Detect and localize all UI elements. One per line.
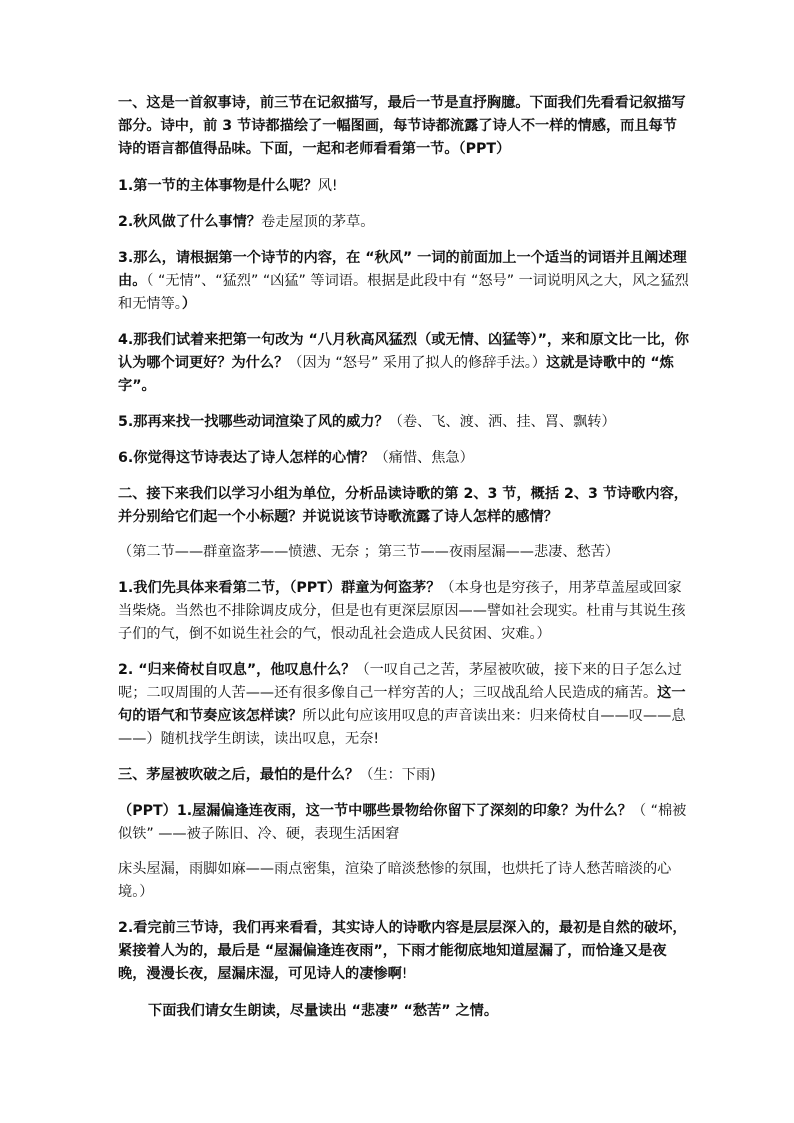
question-1 xyxy=(118,175,690,198)
document-page xyxy=(118,92,690,1023)
question-text: 2. “归来倚杖自叹息”，他叹息什么？ xyxy=(118,662,356,678)
question-text: 2.看完前三节诗，我们再来看看，其实诗人的诗歌内容是层层深入的，最初是自然的破坏，紧接着人为的，最后是 “屋漏偏逢连夜雨”，下雨才能彻底地知道屋漏了，而恰逢又是夜晚，漫漫长夜，屋漏床湿，可见诗人的凄惨啊 xyxy=(118,920,687,982)
question-text: 3.那么，请根据第一个诗节的内容，在 “秋风” 一词的前面加上一个适当的词语并且阐述理由。 xyxy=(118,250,687,289)
answer-text: （卷、飞、渡、洒、挂、罥、飘转） xyxy=(388,414,616,430)
question-6 xyxy=(118,447,690,470)
answer-text: 风! xyxy=(317,178,338,194)
section-three-answer-cont: 床头屋漏，雨脚如麻——雨点密集，渲染了暗淡愁惨的氛围，也烘托了诗人愁苦暗淡的心境。） xyxy=(118,861,672,900)
question-text: （PPT）1.屋漏偏逢连夜雨，这一节中哪些景物给你留下了深刻的印象？为什么？ xyxy=(118,803,632,819)
answer-text: （本身也是穷孩子，用茅草盖屋或回家当柴烧。当然也不排除调皮成分，但是也有更深层原因——譬如社会现实。杜甫与其说生孩子们的气，倒不如说生社会的气，恨动乱社会造成人民贫困、灾难。） xyxy=(118,580,686,642)
section-one-intro: 一、这是一首叙事诗，前三节在记叙描写，最后一节是直抒胸臆。下面我们先看看记叙描写部分。诗中，前 3 节诗都描绘了一幅图画，每节诗都流露了诗人不一样的情感，而且每节诗的语言都值得品味。下面，一起和老师看看第一节。（PPT） xyxy=(118,95,686,157)
reading-question: 这一句的语气和节奏应该怎样读？ xyxy=(118,685,686,724)
answer-text: （痛惜、焦急） xyxy=(374,450,474,466)
question-text: 1.第一节的主体事物是什么呢？ xyxy=(118,178,318,194)
section-three-intro xyxy=(118,764,690,787)
section-three-question-1 xyxy=(118,800,690,846)
answer-text: 卷走屋顶的茅草。 xyxy=(260,214,375,230)
section-three-question-2 xyxy=(118,917,690,986)
answer-close: ） xyxy=(181,296,197,312)
answer-text: （ “无情”、“猛烈” “凶猛” 等词语。根据是此段中有 “怒号” 一词说明风之大，风之猛烈和无情等。 xyxy=(118,273,689,312)
section-two-question-1 xyxy=(118,577,690,646)
reading-answer: 所以此句应该用叹息的声音读出来：归来倚杖自——叹——息——）随机找学生朗读，读出叹息，无奈! xyxy=(118,708,686,747)
question-note: 这就是诗歌中的 “炼字”。 xyxy=(118,355,674,394)
question-text: 2.秋风做了什么事情？ xyxy=(118,214,261,230)
question-4 xyxy=(118,329,690,398)
question-text: 5.那再来找一找哪些动词渲染了风的威力？ xyxy=(118,414,389,430)
question-3 xyxy=(118,247,690,316)
section-two-intro: 二、接下来我们以学习小组为单位，分析品读诗歌的第 2、3 节，概括 2、3 节诗歌内容，并分别给它们起一个小标题？并说说该节诗歌流露了诗人怎样的感情？ xyxy=(118,486,688,525)
answer-text: （生：下雨) xyxy=(359,767,436,783)
answer-text: （因为 “怒号” 采用了拟人的修辞手法。） xyxy=(288,355,547,371)
question-text: 4.那我们试着来把第一句改为 “八月秋高风猛烈（或无情、凶猛等）”，来和原文比一比，你认为哪个词更好？为什么？ xyxy=(118,332,689,371)
question-text: 6.你觉得这节诗表达了诗人怎样的心情？ xyxy=(118,450,375,466)
answer-text: （ “棉被似铁” ——被子陈旧、冷、硬，表现生活困窘 xyxy=(118,803,687,842)
section-two-question-2 xyxy=(118,659,690,751)
answer-text: ! xyxy=(401,966,408,982)
question-2 xyxy=(118,211,690,234)
section-two-answer: （第二节——群童盗茅——愤懑、无奈 ；第三节——夜雨屋漏——悲凄、愁苦） xyxy=(118,544,620,560)
answer-text: （一叹自己之苦，茅屋被吹破，接下来的日子怎么过呢；二叹周围的人苦——还有很多像自己一样穷苦的人；三叹战乱给人民造成的痛苦。 xyxy=(118,662,682,701)
question-text: 1.我们先具体来看第二节，（PPT）群童为何盗茅？ xyxy=(118,580,441,596)
question-text: 三、茅屋被吹破之后，最怕的是什么？ xyxy=(118,767,360,783)
closing-instruction: 下面我们请女生朗读，尽量读出 “悲凄” “愁苦” 之情。 xyxy=(148,1003,499,1019)
question-5 xyxy=(118,411,690,434)
